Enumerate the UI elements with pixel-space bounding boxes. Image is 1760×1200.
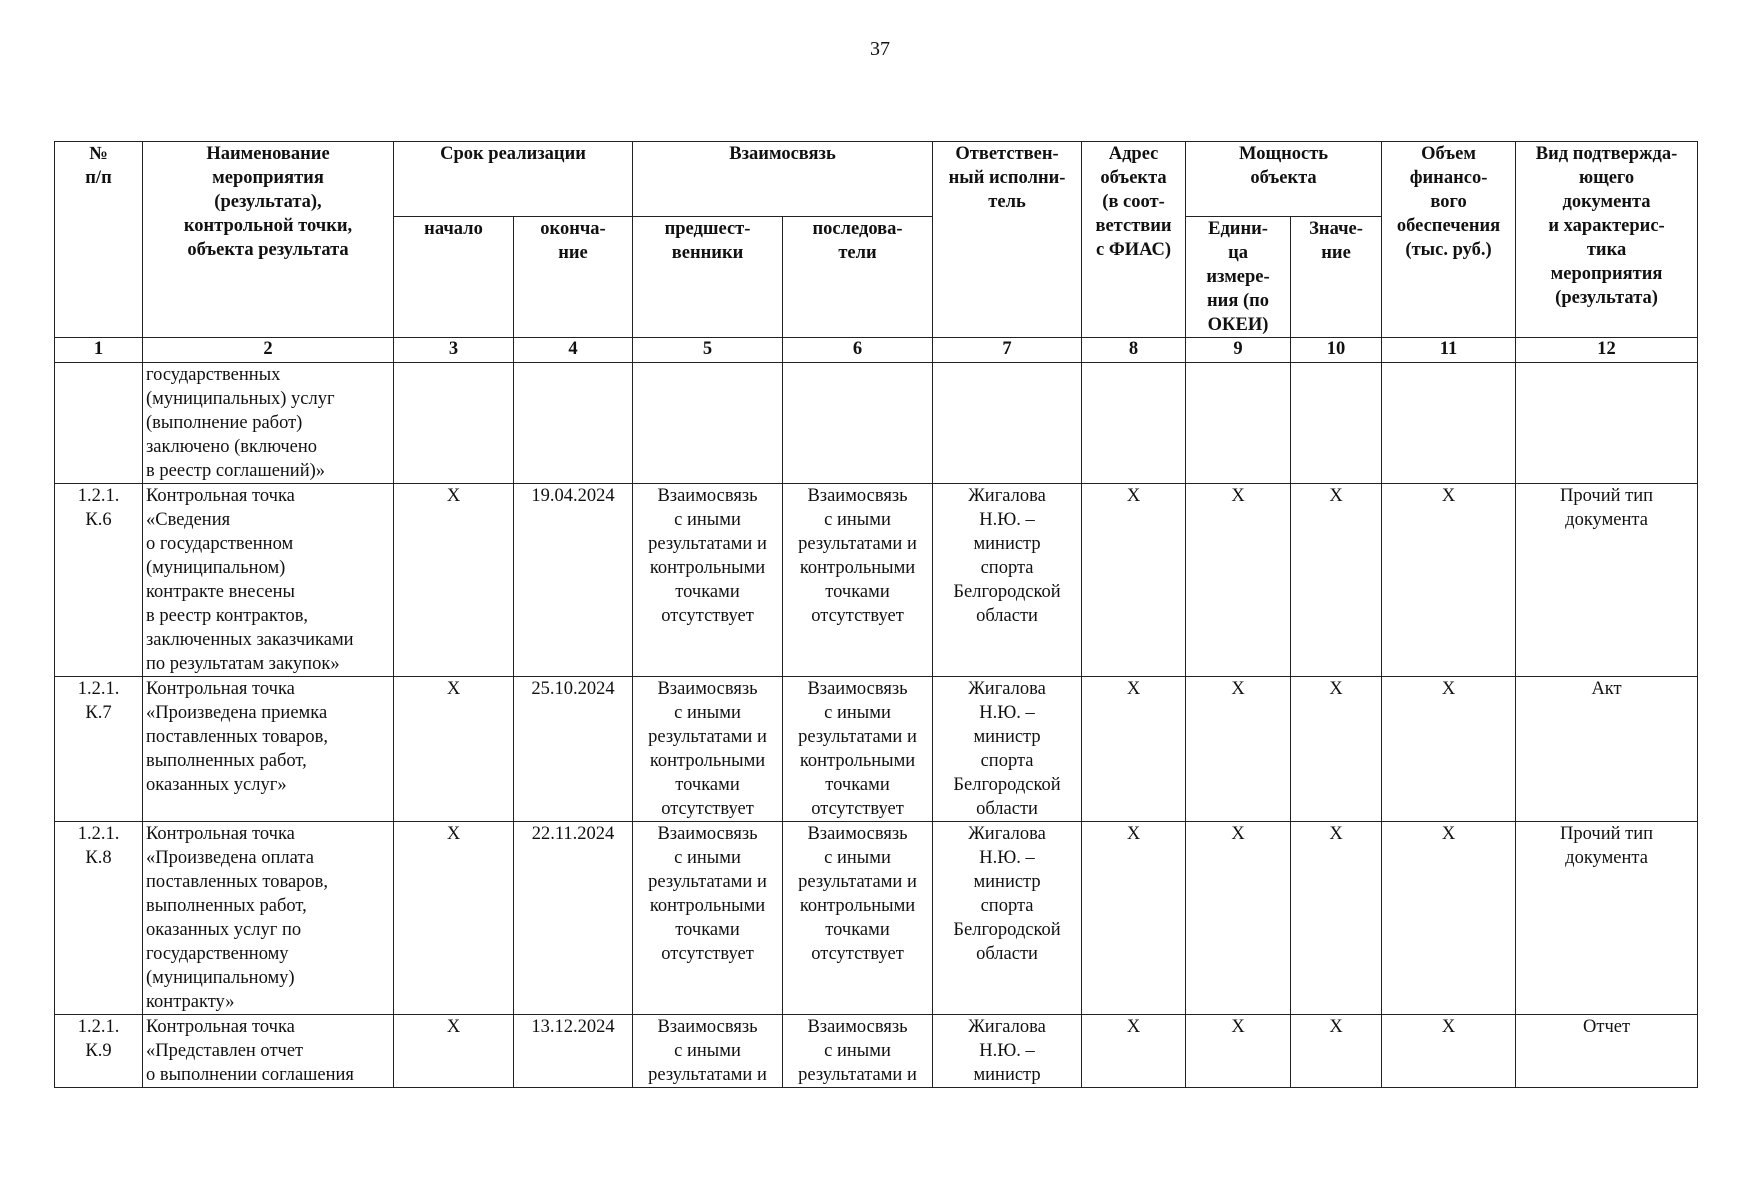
column-number: 9	[1186, 338, 1291, 363]
row-number: 1.2.1. К.8	[55, 822, 143, 1015]
row-responsible: Жигалова Н.Ю. – министр спорта Белгородской области	[933, 484, 1082, 677]
row-predecessors: Взаимосвязь с иными результатами и	[633, 1015, 783, 1088]
header-finance: Объем финансо- вого обеспечения (тыс. руб.)	[1382, 142, 1516, 338]
row-end: 22.11.2024	[514, 822, 633, 1015]
row-successors: Взаимосвязь с иными результатами и контрольными точками отсутствует	[783, 484, 933, 677]
row-address: X	[1082, 484, 1186, 677]
row-address: X	[1082, 677, 1186, 822]
row-value: X	[1291, 484, 1382, 677]
column-number: 3	[394, 338, 514, 363]
row-address: X	[1082, 1015, 1186, 1088]
row-start: X	[394, 822, 514, 1015]
column-number: 7	[933, 338, 1082, 363]
row-activity-name: Контрольная точка «Сведения о государственном (муниципальном) контракте внесены в реестр контрактов, заключенных заказчиками по результатам закупок»	[143, 484, 394, 677]
column-number: 6	[783, 338, 933, 363]
row-number: 1.2.1. К.6	[55, 484, 143, 677]
column-number: 1	[55, 338, 143, 363]
row-start: X	[394, 677, 514, 822]
row-end: 19.04.2024	[514, 484, 633, 677]
row-value	[1291, 363, 1382, 484]
row-number: 1.2.1. К.9	[55, 1015, 143, 1088]
row-activity-name: государственных (муниципальных) услуг (выполнение работ) заключено (включено в реестр соглашений)»	[143, 363, 394, 484]
row-responsible: Жигалова Н.Ю. – министр	[933, 1015, 1082, 1088]
row-activity-name: Контрольная точка «Произведена оплата поставленных товаров, выполненных работ, оказанных услуг по государственному (муниципальному) контракту»	[143, 822, 394, 1015]
row-activity-name: Контрольная точка «Представлен отчет о выполнении соглашения	[143, 1015, 394, 1088]
column-number: 5	[633, 338, 783, 363]
table-row	[55, 363, 1698, 484]
header-address: Адрес объекта (в соот- ветствии с ФИАС)	[1082, 142, 1186, 338]
row-start: X	[394, 1015, 514, 1088]
row-address: X	[1082, 822, 1186, 1015]
table-row	[55, 1015, 1698, 1088]
header-link-group: Взаимосвязь	[633, 142, 933, 217]
row-end: 13.12.2024	[514, 1015, 633, 1088]
row-value: X	[1291, 677, 1382, 822]
row-finance	[1382, 363, 1516, 484]
column-number-row	[55, 338, 1698, 363]
row-doc-type	[1516, 363, 1698, 484]
header-capacity-value: Значе- ние	[1291, 217, 1382, 338]
row-finance: X	[1382, 822, 1516, 1015]
row-start	[394, 363, 514, 484]
header-term-end: оконча- ние	[514, 217, 633, 338]
row-successors: Взаимосвязь с иными результатами и контрольными точками отсутствует	[783, 822, 933, 1015]
row-predecessors	[633, 363, 783, 484]
row-finance: X	[1382, 1015, 1516, 1088]
row-number: 1.2.1. К.7	[55, 677, 143, 822]
row-start: X	[394, 484, 514, 677]
table-row	[55, 677, 1698, 822]
header-responsible: Ответствен- ный исполни- тель	[933, 142, 1082, 338]
activity-plan-table	[54, 141, 1698, 1088]
page-number: 37	[870, 38, 890, 60]
row-unit: X	[1186, 484, 1291, 677]
column-number: 2	[143, 338, 394, 363]
row-finance: X	[1382, 484, 1516, 677]
table-row	[55, 822, 1698, 1015]
column-number: 11	[1382, 338, 1516, 363]
row-activity-name: Контрольная точка «Произведена приемка поставленных товаров, выполненных работ, оказанных услуг»	[143, 677, 394, 822]
row-responsible	[933, 363, 1082, 484]
header-capacity-group: Мощность объекта	[1186, 142, 1382, 217]
row-predecessors: Взаимосвязь с иными результатами и контрольными точками отсутствует	[633, 822, 783, 1015]
row-value: X	[1291, 822, 1382, 1015]
row-doc-type: Акт	[1516, 677, 1698, 822]
row-successors	[783, 363, 933, 484]
row-successors: Взаимосвязь с иными результатами и	[783, 1015, 933, 1088]
row-end	[514, 363, 633, 484]
row-unit: X	[1186, 1015, 1291, 1088]
header-row-number: № п/п	[55, 142, 143, 338]
row-address	[1082, 363, 1186, 484]
row-end: 25.10.2024	[514, 677, 633, 822]
column-number: 10	[1291, 338, 1382, 363]
row-value: X	[1291, 1015, 1382, 1088]
row-unit	[1186, 363, 1291, 484]
table-header	[55, 142, 1698, 338]
row-successors: Взаимосвязь с иными результатами и контрольными точками отсутствует	[783, 677, 933, 822]
row-responsible: Жигалова Н.Ю. – министр спорта Белгородской области	[933, 822, 1082, 1015]
row-unit: X	[1186, 677, 1291, 822]
column-number: 4	[514, 338, 633, 363]
header-link-prev: предшест- венники	[633, 217, 783, 338]
header-term-start: начало	[394, 217, 514, 338]
row-unit: X	[1186, 822, 1291, 1015]
row-doc-type: Отчет	[1516, 1015, 1698, 1088]
header-capacity-unit: Едини- ца измере- ния (по ОКЕИ)	[1186, 217, 1291, 338]
row-predecessors: Взаимосвязь с иными результатами и контрольными точками отсутствует	[633, 484, 783, 677]
row-finance: X	[1382, 677, 1516, 822]
header-term-group: Срок реализации	[394, 142, 633, 217]
row-predecessors: Взаимосвязь с иными результатами и контрольными точками отсутствует	[633, 677, 783, 822]
column-number: 12	[1516, 338, 1698, 363]
header-link-next: последова- тели	[783, 217, 933, 338]
row-doc-type: Прочий тип документа	[1516, 484, 1698, 677]
header-doc-type: Вид подтвержда- ющего документа и характерис- тика мероприятия (результата)	[1516, 142, 1698, 338]
column-number: 8	[1082, 338, 1186, 363]
row-number	[55, 363, 143, 484]
table-row	[55, 484, 1698, 677]
header-activity-name: Наименование мероприятия (результата), контрольной точки, объекта результата	[143, 142, 394, 338]
row-doc-type: Прочий тип документа	[1516, 822, 1698, 1015]
row-responsible: Жигалова Н.Ю. – министр спорта Белгородской области	[933, 677, 1082, 822]
